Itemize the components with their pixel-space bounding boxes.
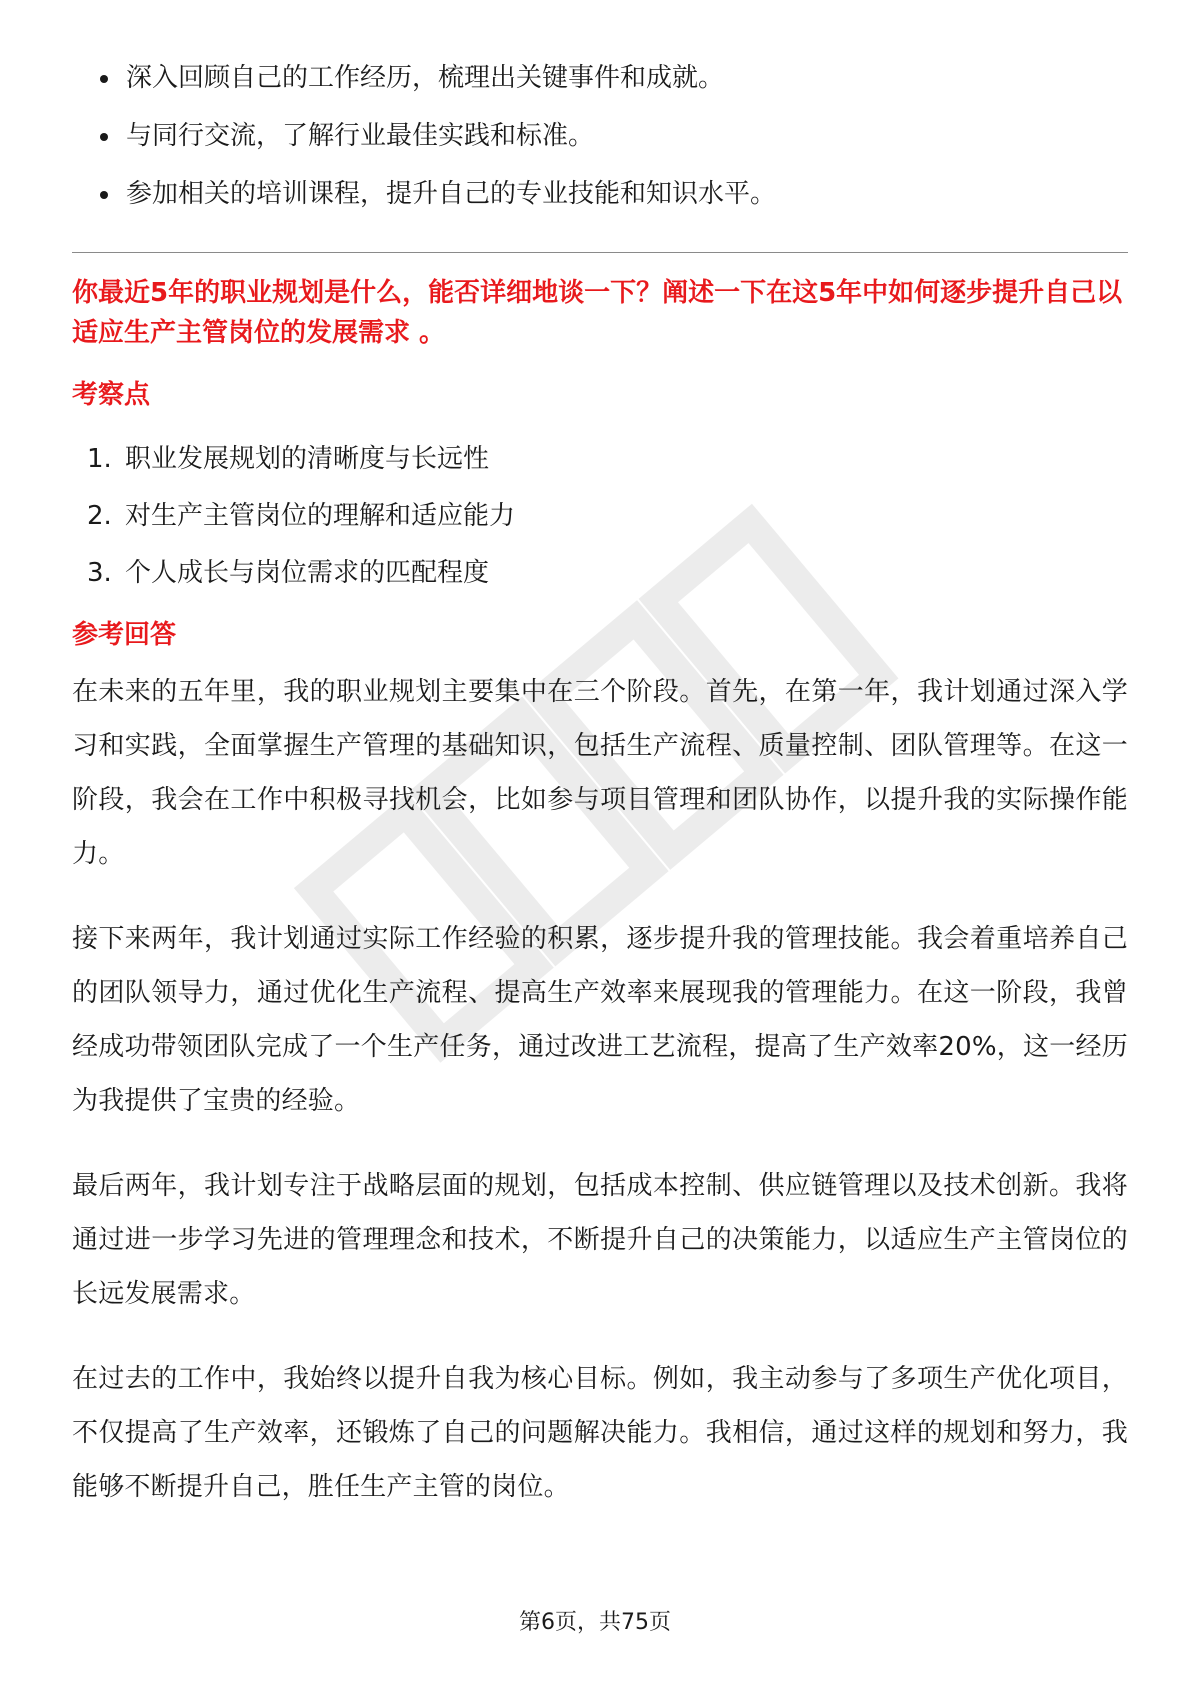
list-item: 1. 职业发展规划的清晰度与长远性: [87, 444, 490, 474]
answer-paragraph: 接下来两年，我计划通过实际工作经验的积累，逐步提升我的管理技能。我会着重培养自己的团队领导力，通过优化生产流程、提高生产效率来展现我的管理能力。在这一阶段，我曾经成功带领团队完成了一个生产任务，通过改进工艺流程，提高了生产效率20%，这一经历为我提供了宝贵的经验。: [72, 924, 1128, 1116]
intro-bullet-list: [72, 60, 1128, 212]
bullet-dot-icon: [100, 75, 108, 83]
section-divider: [72, 252, 1128, 253]
page-footer: 第6页，共75页: [519, 1610, 671, 1635]
answer-heading: 参考回答: [72, 620, 177, 650]
question-heading: 你最近5年的职业规划是什么，能否详细地谈一下？阐述一下在这5年中如何逐步提升自己以适应生产主管岗位的发展需求 。: [72, 278, 1123, 348]
bullet-dot-icon: [100, 133, 108, 141]
answer-paragraph: 在未来的五年里，我的职业规划主要集中在三个阶段。首先，在第一年，我计划通过深入学习和实践，全面掌握生产管理的基础知识，包括生产流程、质量控制、团队管理等。在这一阶段，我会在工作中积极寻找机会，比如参与项目管理和团队协作，以提升我的实际操作能力。: [72, 677, 1128, 869]
assessment-list: [72, 441, 1128, 591]
bullet-dot-icon: [100, 191, 108, 199]
document-page: [72, 60, 1128, 1514]
answer-paragraph: 最后两年，我计划专注于战略层面的规划，包括成本控制、供应链管理以及技术创新。我将通过进一步学习先进的管理理念和技术，不断提升自己的决策能力，以适应生产主管岗位的长远发展需求。: [72, 1171, 1128, 1309]
list-item: 3. 个人成长与岗位需求的匹配程度: [87, 558, 490, 588]
list-item: 与同行交流，了解行业最佳实践和标准。: [72, 118, 1128, 154]
assessment-heading: 考察点: [72, 380, 151, 410]
list-item: 参加相关的培训课程，提升自己的专业技能和知识水平。: [72, 176, 1128, 212]
list-item: 2. 对生产主管岗位的理解和适应能力: [87, 501, 516, 531]
list-item: 深入回顾自己的工作经历，梳理出关键事件和成就。: [72, 60, 1128, 96]
answer-paragraph: 在过去的工作中，我始终以提升自我为核心目标。例如，我主动参与了多项生产优化项目，不仅提高了生产效率，还锻炼了自己的问题解决能力。我相信，通过这样的规划和努力，我能够不断提升自己，胜任生产主管的岗位。: [72, 1364, 1128, 1502]
